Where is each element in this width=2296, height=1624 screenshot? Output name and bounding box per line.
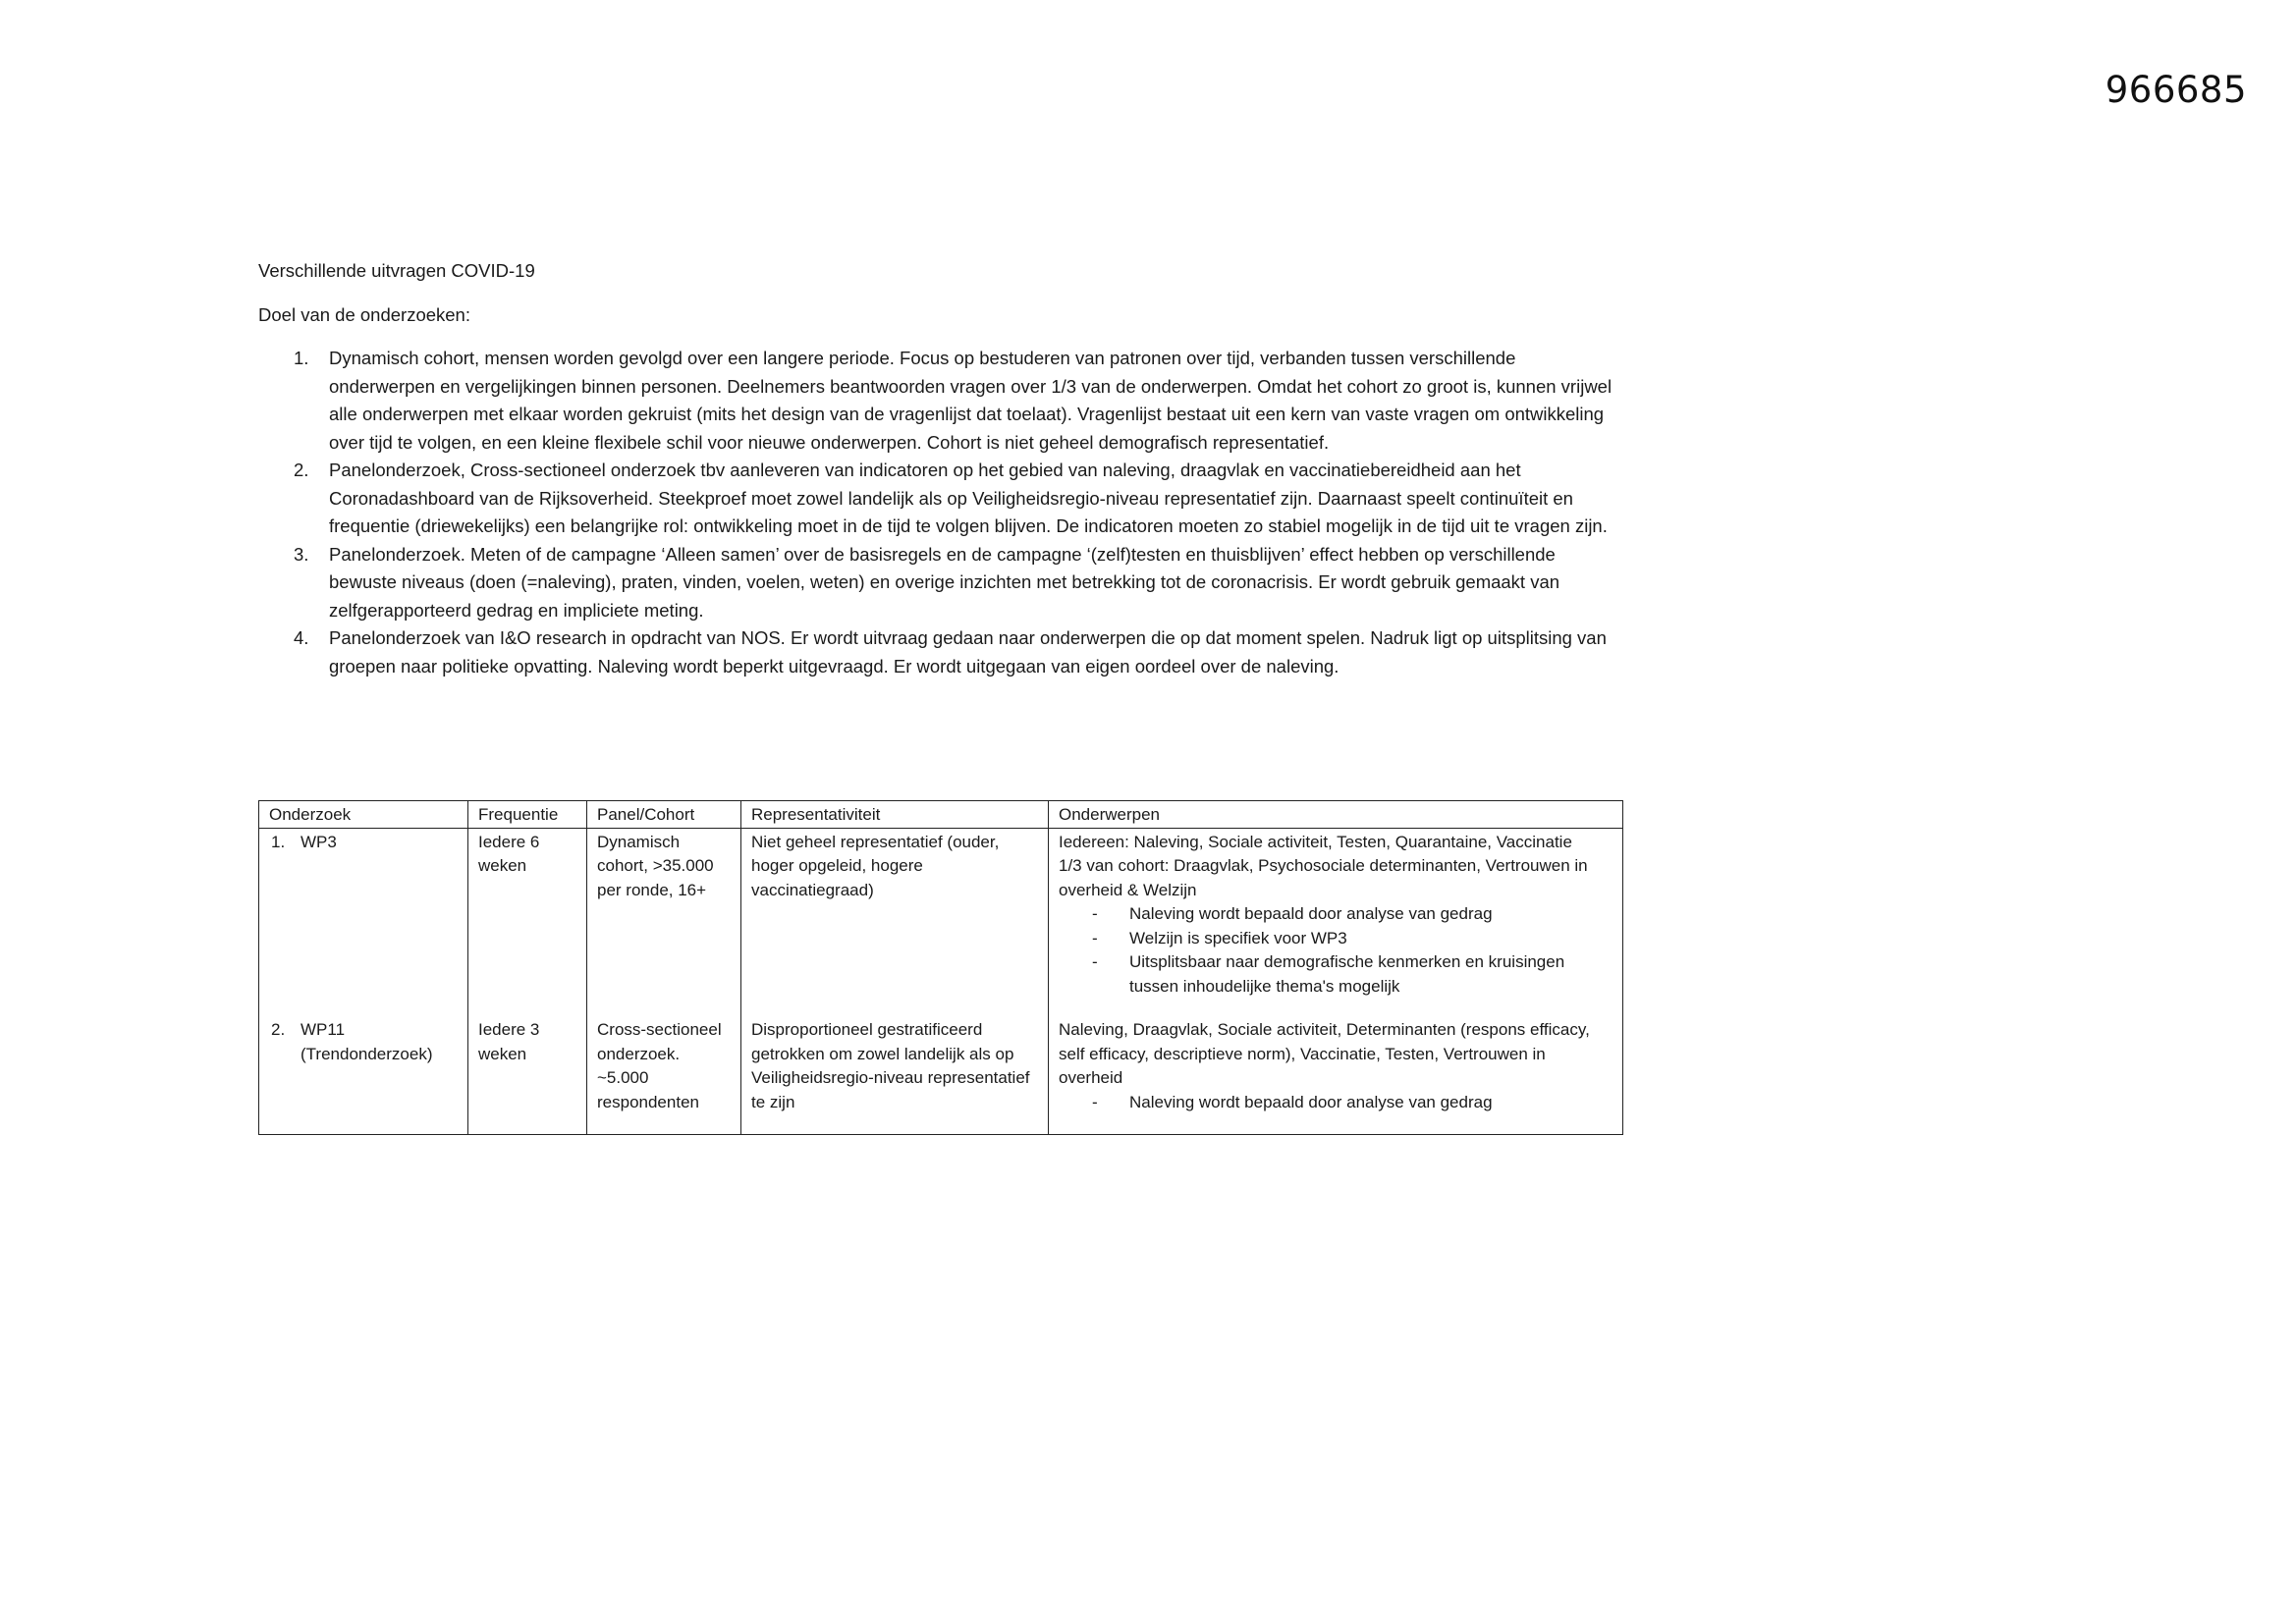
- topics-bullet: - Naleving wordt bepaald door analyse van gedrag: [1059, 902, 1613, 927]
- document-id: 966685: [2105, 69, 2247, 111]
- goal-number: 2.: [294, 460, 309, 480]
- topics-bullet-list: [1059, 902, 1613, 999]
- goal-number: 4.: [294, 627, 309, 648]
- goal-text: Panelonderzoek van I&O research in opdracht van NOS. Er wordt uitvraag gedaan naar onderwerpen die op dat moment spelen. Nadruk ligt op uitsplitsing van groepen naar politieke opvatting. Naleving wordt beperkt uitgevraagd. Er wordt uitgegaan van eigen oordeel over de naleving.: [329, 627, 1607, 677]
- topics-bullet: - Welzijn is specifiek voor WP3: [1059, 927, 1613, 951]
- goal-text: Panelonderzoek, Cross-sectioneel onderzoek tbv aanleveren van indicatoren op het gebied van naleving, draagvlak en vaccinatiebereidheid aan het Coronadashboard van de Rijksoverheid. Steekproef moet zowel landelijk als op Veiligheidsregio-niveau representatief zijn. Daarnaast speelt continuïteit en frequentie (driewekelijks) een belangrijke rol: ontwikkeling moet in de tijd te volgen blijven. De indicatoren moeten zo stabiel mogelijk in de tijd uit te vragen zijn.: [329, 460, 1608, 536]
- table-row: [259, 828, 1623, 1016]
- goal-item: [258, 624, 1623, 680]
- frequency-cell: Iedere 3 weken: [468, 1016, 587, 1135]
- column-header-panel-cohort: Panel/Cohort: [587, 801, 741, 829]
- representativeness-cell: Disproportioneel gestratificeerd getrokken om zowel landelijk als op Veiligheidsregio-niveau representatief te zijn: [741, 1016, 1049, 1135]
- column-header-representativiteit: Representativiteit: [741, 801, 1049, 829]
- study-number: 2.: [271, 1020, 286, 1039]
- panel-cell: Cross-sectioneel onderzoek. ~5.000 respondenten: [587, 1016, 741, 1135]
- intro-text: Doel van de onderzoeken:: [258, 303, 470, 325]
- goal-item: [258, 541, 1623, 625]
- column-header-frequentie: Frequentie: [468, 801, 587, 829]
- goals-list: [258, 345, 1623, 680]
- topics-cell: [1049, 1016, 1623, 1135]
- column-header-onderwerpen: Onderwerpen: [1049, 801, 1623, 829]
- document-body: [258, 257, 1623, 680]
- topics-line: Iedereen: Naleving, Sociale activiteit, Testen, Quarantaine, Vaccinatie: [1059, 832, 1572, 851]
- topics-line: 1/3 van cohort: Draagvlak, Psychosociale determinanten, Vertrouwen in overheid & Welzijn: [1059, 856, 1588, 899]
- goal-item: [258, 457, 1623, 541]
- goal-number: 3.: [294, 543, 309, 565]
- study-subtitle: (Trendonderzoek): [301, 1044, 433, 1063]
- topics-cell: [1049, 828, 1623, 1016]
- topics-bullet-list: [1059, 1091, 1613, 1115]
- panel-cell: Dynamisch cohort, >35.000 per ronde, 16+: [587, 828, 741, 1016]
- representativeness-cell: Niet geheel representatief (ouder, hoger opgeleid, hogere vaccinatiegraad): [741, 828, 1049, 1016]
- study-number: 1.: [271, 832, 286, 851]
- topics-bullet: - Uitsplitsbaar naar demografische kenmerken en kruisingen tussen inhoudelijke thema's mogelijk: [1059, 950, 1613, 999]
- goal-text: Panelonderzoek. Meten of de campagne ‘Alleen samen’ over de basisregels en de campagne ‘(zelf)testen en thuisblijven’ effect hebben op verschillende bewuste niveaus (doen (=naleving), praten, vinden, voelen, weten) en overige inzichten met betrekking tot de coronacrisis. Er wordt gebruik gemaakt van zelfgerapporteerd gedrag en impliciete meting.: [329, 543, 1560, 621]
- study-cell: [259, 828, 468, 1016]
- document-title: Verschillende uitvragen COVID-19: [258, 260, 535, 281]
- goal-text: Dynamisch cohort, mensen worden gevolgd over een langere periode. Focus op bestuderen van patronen over tijd, verbanden tussen verschillende onderwerpen en vergelijkingen binnen personen. Deelnemers beantwoorden vragen over 1/3 van de onderwerpen. Omdat het cohort zo groot is, kunnen vrijwel alle onderwerpen met elkaar worden gekruist (mits het design van de vragenlijst dat toelaat). Vragenlijst bestaat uit een kern van vaste vragen om ontwikkeling over tijd te volgen, en een kleine flexibele schil voor nieuwe onderwerpen. Cohort is niet geheel demografisch representatief.: [329, 348, 1613, 453]
- goal-item: [258, 345, 1623, 457]
- study-cell: [259, 1016, 468, 1135]
- topics-bullet: - Naleving wordt bepaald door analyse van gedrag: [1059, 1091, 1613, 1115]
- study-name: WP3: [301, 832, 337, 851]
- table-header-row: [259, 801, 1623, 829]
- column-header-onderzoek: Onderzoek: [259, 801, 468, 829]
- study-name: WP11: [301, 1020, 346, 1039]
- frequency-cell: Iedere 6 weken: [468, 828, 587, 1016]
- goal-number: 1.: [294, 348, 309, 368]
- table-row: [259, 1016, 1623, 1135]
- studies-table: [258, 800, 1623, 1135]
- topics-line: Naleving, Draagvlak, Sociale activiteit, Determinanten (respons efficacy, self efficacy, descriptieve norm), Vaccinatie, Testen, Vertrouwen in overheid: [1059, 1020, 1590, 1087]
